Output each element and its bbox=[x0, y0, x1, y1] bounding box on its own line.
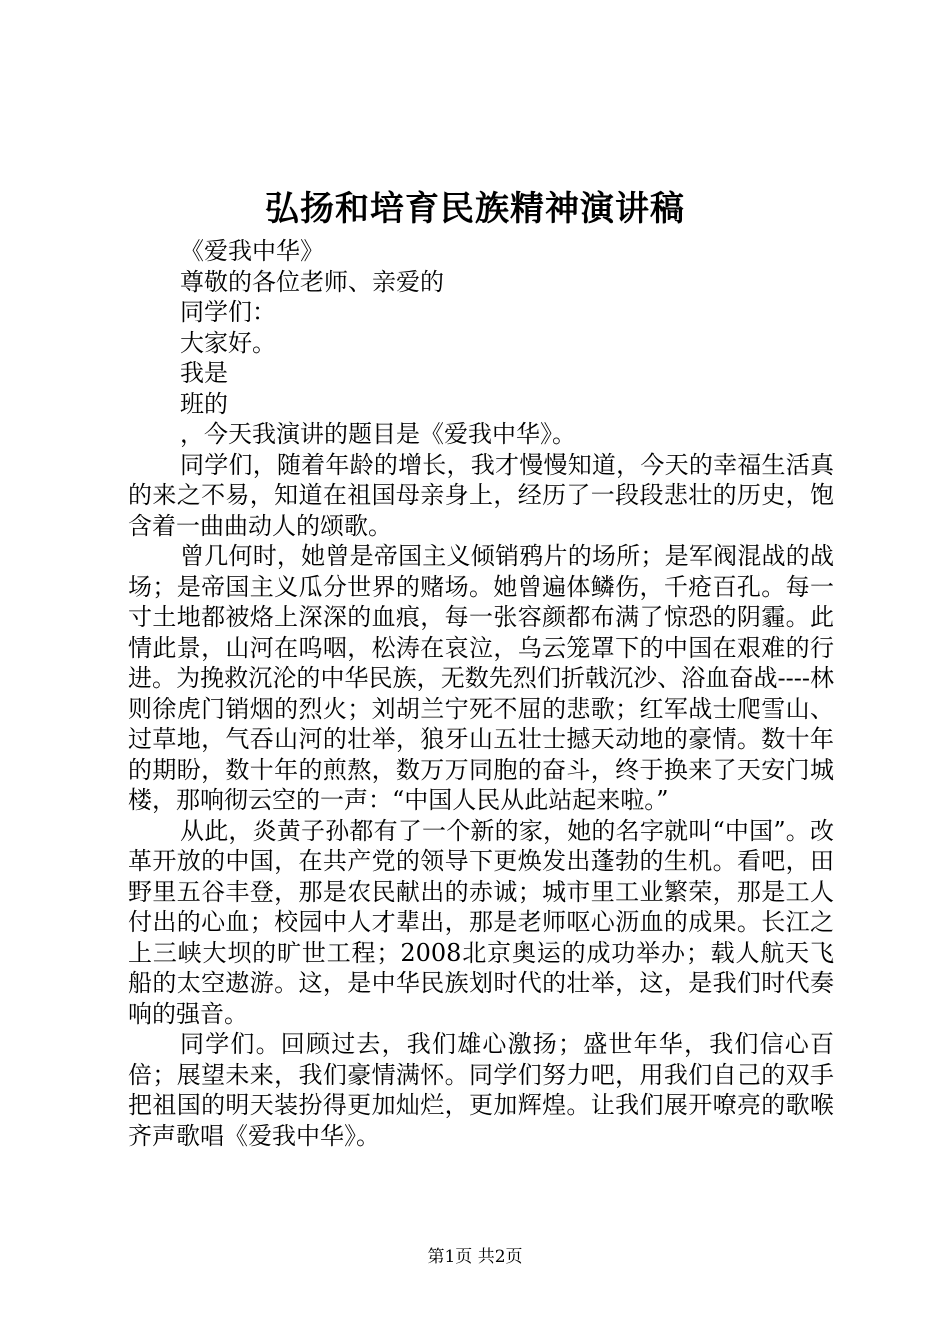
body-paragraph: 同学们。回顾过去，我们雄心激扬；盛世年华，我们信心百倍；展望未来，我们豪情满怀。同学们努力吧，用我们自己的双手把祖国的明天装扮得更加灿烂，更加辉煌。让我们展开嘹亮的歌喉齐声歌唱《爱我中华》。 bbox=[128, 1030, 834, 1150]
document-title: 弘扬和培育民族精神演讲稿 bbox=[265, 189, 685, 229]
page-footer: 第1页 共2页 bbox=[427, 1247, 523, 1267]
body-paragraph: 同学们，随着年龄的增长，我才慢慢知道，今天的幸福生活真的来之不易，知道在祖国母亲身上，经历了一段段悲壮的历史，饱含着一曲曲动人的颂歌。 bbox=[128, 450, 834, 540]
intro-line: 我是 bbox=[180, 359, 228, 387]
greeting-line: 尊敬的各位老师、亲爱的 bbox=[180, 267, 444, 296]
body-paragraph: 曾几何时，她曾是帝国主义倾销鸦片的场所；是军阀混战的战场；是帝国主义瓜分世界的赌场。她曾遍体鳞伤，千疮百孔。每一寸土地都被烙上深深的血痕，每一张容颜都布满了惊恐的阴霾。此情此景，山河在呜咽，松涛在哀泣，乌云笼罩下的中国在艰难的行进。为挽救沉沦的中华民族，无数先烈们折戟沉沙、浴血奋战----林则徐虎门销烟的烈火；刘胡兰宁死不屈的悲歌；红军战士爬雪山、过草地，气吞山河的壮举，狼牙山五壮士撼天动地的豪情。数十年的期盼，数十年的煎熬，数万万同胞的奋斗，终于换来了天安门城楼，那响彻云空的一声：“中国人民从此站起来啦。” bbox=[128, 542, 834, 814]
greeting-line: 大家好。 bbox=[180, 328, 276, 357]
speech-title-line: 《爱我中华》 bbox=[180, 237, 324, 265]
body-paragraph: 从此，炎黄子孙都有了一个新的家，她的名字就叫“中国”。改革开放的中国，在共产党的领导下更焕发出蓬勃的生机。看吧，田野里五谷丰登，那是农民献出的赤诚；城市里工业繁荣，那是工人付出的心血；校园中人才辈出，那是老师呕心沥血的成果。长江之上三峡大坝的旷世工程；2008北京奥运的成功举办；载人航天飞船的太空遨游。这，是中华民族划时代的壮举，这，是我们时代奏响的强音。 bbox=[128, 816, 834, 1028]
document-body bbox=[128, 236, 834, 1151]
greeting-line: 同学们： bbox=[180, 298, 276, 326]
intro-line: 班的 bbox=[180, 389, 228, 418]
intro-line: ，今天我演讲的题目是《爱我中华》。 bbox=[180, 420, 576, 448]
